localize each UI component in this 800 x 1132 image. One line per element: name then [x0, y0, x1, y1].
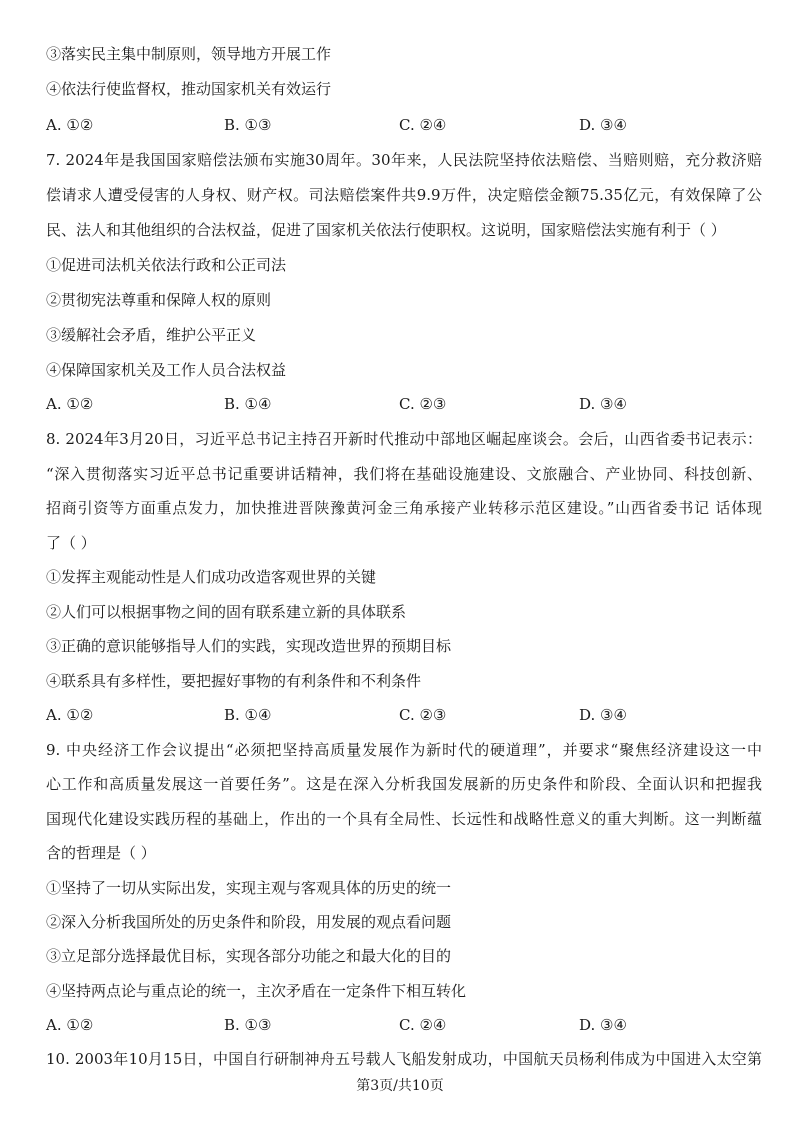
statement: ④依法行使监督权，推动国家机关有效运行 [46, 80, 332, 98]
statement: ②人们可以根据事物之间的固有联系建立新的具体联系 [46, 603, 407, 621]
question-7-stem: 偿请求人遭受侵害的人身权、财产权。司法赔偿案件共9.9万件，决定赔偿金额75.35亿元，有效保障了公 [46, 186, 762, 204]
question-10-stem: 10. 2003年10月15日，中国自行研制神舟五号载人飞船发射成功，中国航天员杨利伟成为中国进入太空第 [46, 1050, 762, 1068]
statement: ④联系具有多样性，要把握好事物的有利条件和不利条件 [46, 672, 422, 690]
statement: ②贯彻宪法尊重和保障人权的原则 [46, 291, 272, 309]
question-9-stem: 国现代化建设实践历程的基础上，作出的一个具有全局性、长远性和战略性意义的重大判断。这一判断蕴 [46, 810, 762, 828]
option-d: D. ③④ [579, 395, 627, 413]
option-c: C. ②③ [399, 395, 447, 413]
option-a: A. ①② [46, 116, 94, 134]
statement: ③立足部分选择最优目标，实现各部分功能之和最大化的目的 [46, 947, 452, 965]
statement: ③缓解社会矛盾，维护公平正义 [46, 326, 257, 344]
page-footer: 第3页/共10页 [356, 1078, 444, 1094]
option-b: B. ①③ [224, 1016, 272, 1034]
option-d: D. ③④ [579, 1016, 627, 1034]
statement: ③落实民主集中制原则，领导地方开展工作 [46, 45, 332, 63]
statement: ①坚持了一切从实际出发，实现主观与客观具体的历史的统一 [46, 879, 452, 897]
option-c: C. ②③ [399, 706, 447, 724]
question-8-stem: “深入贯彻落实习近平总书记重要讲话精神，我们将在基础设施建设、文旅融合、产业协同、科技创新、 [46, 465, 762, 483]
question-7-stem: 7. 2024年是我国国家赔偿法颁布实施30周年。30年来，人民法院坚持依法赔偿、当赔则赔，充分救济赔 [46, 151, 762, 169]
option-a: A. ①② [46, 706, 94, 724]
statement: ④坚持两点论与重点论的统一，主次矛盾在一定条件下相互转化 [46, 982, 467, 1000]
option-c: C. ②④ [399, 1016, 447, 1034]
option-c: C. ②④ [399, 116, 447, 134]
question-8-stem: 招商引资等方面重点发力，加快推进晋陕豫黄河金三角承接产业转移示范区建设。”山西省委书记 话体现 [46, 499, 762, 517]
option-b: B. ①④ [224, 395, 272, 413]
question-9-stem: 含的哲理是（ ） [46, 844, 156, 862]
statement: ①发挥主观能动性是人们成功改造客观世界的关键 [46, 568, 377, 586]
question-8-stem: 8. 2024年3月20日，习近平总书记主持召开新时代推动中部地区崛起座谈会。会后，山西省委书记表示： [46, 430, 762, 448]
question-9-stem: 心工作和高质量发展这一首要任务”。这是在深入分析我国发展新的历史条件和阶段、全面认识和把握我 [46, 775, 762, 793]
statement: ②深入分析我国所处的历史条件和阶段，用发展的观点看问题 [46, 913, 452, 931]
option-d: D. ③④ [579, 706, 627, 724]
statement: ③正确的意识能够指导人们的实践，实现改造世界的预期目标 [46, 637, 452, 655]
option-d: D. ③④ [579, 116, 627, 134]
option-b: B. ①③ [224, 116, 272, 134]
question-7-stem: 民、法人和其他组织的合法权益，促进了国家机关依法行使职权。这说明，国家赔偿法实施有利于（ ） [46, 221, 726, 239]
option-a: A. ①② [46, 395, 94, 413]
question-9-stem: 9. 中央经济工作会议提出“必须把坚持高质量发展作为新时代的硬道理”，并要求“聚焦经济建设这一中 [46, 741, 762, 759]
option-a: A. ①② [46, 1016, 94, 1034]
question-8-stem: 了（ ） [46, 534, 96, 552]
statement: ④保障国家机关及工作人员合法权益 [46, 361, 287, 379]
option-b: B. ①④ [224, 706, 272, 724]
statement: ①促进司法机关依法行政和公正司法 [46, 256, 287, 274]
